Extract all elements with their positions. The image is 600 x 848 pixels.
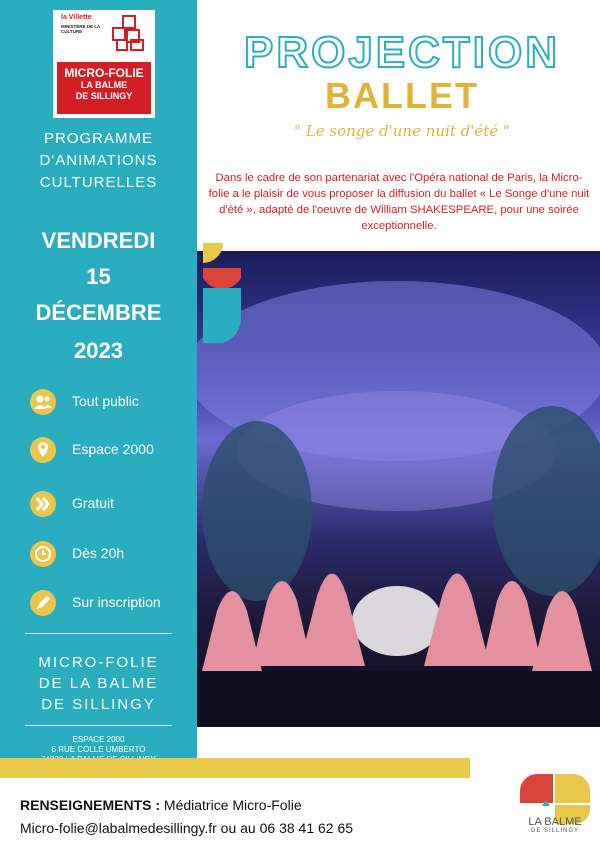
info-row-price (30, 491, 200, 519)
date-day: VENDREDI (41, 228, 156, 253)
info-label: Dès 20h (72, 545, 125, 561)
date-number: 15 (86, 264, 111, 289)
info-label: Sur inscription (72, 594, 161, 610)
venue-line-1: MICRO-FOLIE (38, 654, 159, 671)
clock-icon (30, 541, 56, 567)
programme-heading (0, 128, 197, 194)
pencil-icon (30, 590, 56, 616)
ballet-quote: " Le songe d'une nuit d'été " (294, 122, 510, 140)
event-description: Dans le cadre de son partenariat avec l'Opéra national de Paris, la Micro-folie a le plaisir de vous proposer la diffusion du ballet « Le Songe d'une nuit d'été », adapté de l'oeuvre de William SHAKESPEARE, pour une soirée exceptionnelle. (208, 172, 590, 232)
ballet-photo (197, 251, 600, 727)
balme-logo-line1: LA BALME (528, 816, 582, 828)
info-row-audience (30, 389, 200, 417)
projection-title: PROJECTION (243, 28, 561, 77)
sidebar-panel (0, 0, 197, 775)
info-label: Tout public (72, 393, 139, 409)
location-pin-icon (30, 437, 56, 463)
la-balme-label: LA BALME (80, 80, 128, 90)
venue-line-3: DE SILLINGY (41, 696, 156, 713)
cubes-icon (109, 14, 149, 52)
date-month: DÉCEMBRE (35, 300, 162, 325)
contact-line: Micro-folie@labalmedesillingy.fr ou au 06 38 41 62 65 (20, 820, 354, 836)
decorative-petals (203, 243, 243, 343)
address-line-1: ESPACE 2000 (72, 735, 125, 744)
programme-line-1: PROGRAMME (43, 130, 153, 147)
la-villette-logo-text: la Villette (61, 14, 92, 21)
info-row-time (30, 541, 200, 569)
ministere-culture-text: MINISTÈRE DE LA CULTURE (61, 24, 101, 34)
la-balme-logo-text (515, 816, 595, 834)
balme-logo-line2: DE SILLINGY (530, 828, 579, 834)
audience-icon (30, 389, 56, 415)
programme-line-2: D'ANIMATIONS (39, 152, 158, 169)
ballet-scene-illustration (197, 251, 600, 727)
info-label: Gratuit (72, 495, 115, 511)
venue-line-2: DE LA BALME (38, 675, 159, 692)
double-chevron-icon (30, 491, 56, 517)
micro-folie-label: MICRO-FOLIE (64, 66, 144, 80)
yellow-footer-bar (0, 758, 470, 778)
date-year: 2023 (74, 338, 123, 363)
ballet-title: BALLET (325, 75, 479, 116)
address-line-2: 6 RUE COLLE UMBERTO (51, 745, 146, 754)
micro-folie-logo (53, 10, 155, 118)
info-row-location (30, 437, 200, 465)
divider-bottom (25, 725, 172, 726)
renseignements-value: Médiatrice Micro-Folie (163, 797, 302, 813)
renseignements-label: RENSEIGNEMENTS : (20, 797, 161, 813)
divider-top (25, 633, 172, 634)
info-row-registration (30, 590, 200, 618)
renseignements-line (20, 797, 302, 813)
programme-line-3: CULTURELLES (39, 174, 158, 191)
micro-folie-venue-title (0, 652, 197, 715)
micro-folie-red-block (57, 62, 151, 114)
info-label: Espace 2000 (72, 441, 154, 457)
de-sillingy-label: DE SILLINGY (75, 91, 133, 101)
